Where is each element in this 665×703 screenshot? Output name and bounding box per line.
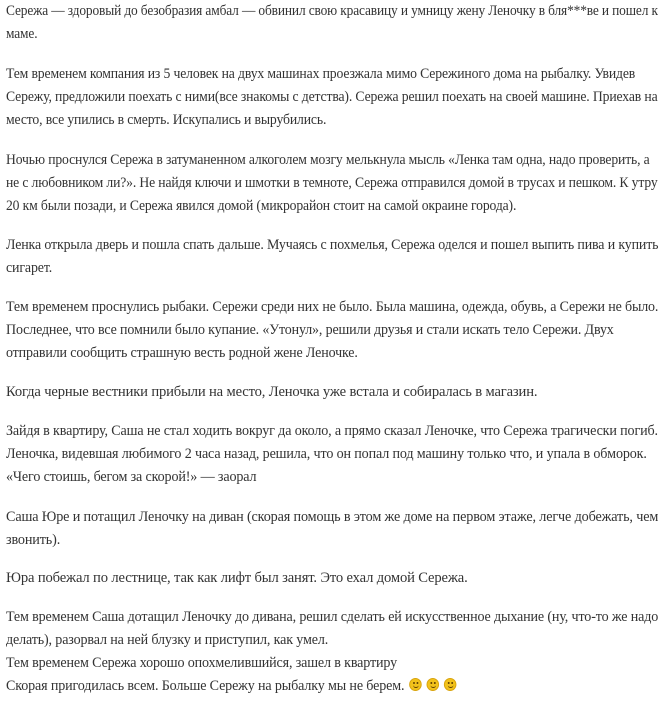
text-line: Тем временем Сережа хорошо опохмелившийся, зашел в квартиру bbox=[6, 655, 397, 671]
paragraph-7 bbox=[6, 420, 665, 489]
text-line: Когда черные вестники прибыли на место, Леночка уже встала и собиралась в магазин. bbox=[6, 384, 538, 400]
paragraph-4 bbox=[6, 234, 665, 280]
smile-emoji-icon bbox=[427, 678, 440, 691]
text-line: Ночью проснулся Сережа в затуманенном алкоголем мозгу мелькнула мысль «Ленка там одна, надо проверить, а bbox=[6, 152, 650, 168]
text-line: Сережа — здоровый до безобразия амбал — обвинил свою красавицу и умницу жену Леночку в бля***ве и пошел к bbox=[6, 3, 658, 19]
smile-emoji-icon bbox=[444, 678, 457, 691]
text-line: Скорая пригодилась всем. Больше Сережу на рыбалку мы не берем. bbox=[6, 678, 405, 694]
paragraph-10 bbox=[6, 606, 665, 698]
paragraph-5 bbox=[6, 296, 665, 365]
paragraph-9 bbox=[6, 567, 468, 590]
text-line: Зайдя в квартиру, Саша не стал ходить вокруг да около, а прямо сказал Леночке, что Сережа трагически погиб. bbox=[6, 423, 658, 439]
paragraph-6 bbox=[6, 381, 537, 404]
text-line: делать), разорвал на ней блузку и приступил, как умел. bbox=[6, 632, 329, 648]
text-line: Ленка открыла дверь и пошла спать дальше. Мучаясь с похмелья, Сережа оделся и пошел выпить пива и купить bbox=[6, 237, 659, 253]
text-line: 20 км были позади, и Сережа явился домой (микрорайон стоит на самой окраине города). bbox=[6, 198, 517, 214]
text-line: Тем временем проснулись рыбаки. Сережи среди них не было. Была машина, одежда, обувь, а Сережи не было. bbox=[6, 299, 659, 315]
text-line: «Чего стоишь, бегом за скорой!» — заорал bbox=[6, 469, 257, 485]
text-line: звонить). bbox=[6, 532, 61, 548]
text-line: отправили сообщить страшную весть родной жене Леночке. bbox=[6, 345, 358, 361]
text-line: Леночка, видевшая любимого 2 часа назад, решила, что он попал под машину только что, и упала в обморок. bbox=[6, 446, 647, 462]
text-line: Тем временем компания из 5 человек на двух машинах проезжала мимо Сережиного дома на рыбалку. Увидев bbox=[6, 66, 636, 82]
text-line: маме. bbox=[6, 26, 38, 42]
text-line: Сережу, предложили поехать с ними(все знакомы с детства). Сережа решил поехать на своей машине. Приехав на bbox=[6, 89, 658, 105]
text-line: Саша Юре и потащил Леночку на диван (скорая помощь в этом же доме на первом этаже, легче добежать, чем bbox=[6, 509, 659, 525]
paragraph-8 bbox=[6, 506, 665, 552]
paragraph-1 bbox=[6, 0, 665, 46]
text-line: сигарет. bbox=[6, 260, 53, 276]
text-line: Юра побежал по лестнице, так как лифт был занят. Это ехал домой Сережа. bbox=[6, 570, 468, 586]
final-line bbox=[6, 675, 658, 698]
text-line: не с любовником ли?». Не найдя ключи и шмотки в темноте, Сережа отправился домой в трусах и пешком. К утру bbox=[6, 175, 658, 191]
text-line: Последнее, что все помнили было купание. «Утонул», решили друзья и стали искать тело Сережи. Двух bbox=[6, 322, 614, 338]
paragraph-2 bbox=[6, 63, 665, 132]
paragraph-3 bbox=[6, 149, 665, 218]
smile-emoji-icon bbox=[409, 678, 422, 691]
text-line: место, все упились в смерть. Искупались и вырубились. bbox=[6, 112, 327, 128]
text-line: Тем временем Саша дотащил Леночку до дивана, решил сделать ей искусственное дыхание (ну, что-то же надо bbox=[6, 609, 659, 625]
